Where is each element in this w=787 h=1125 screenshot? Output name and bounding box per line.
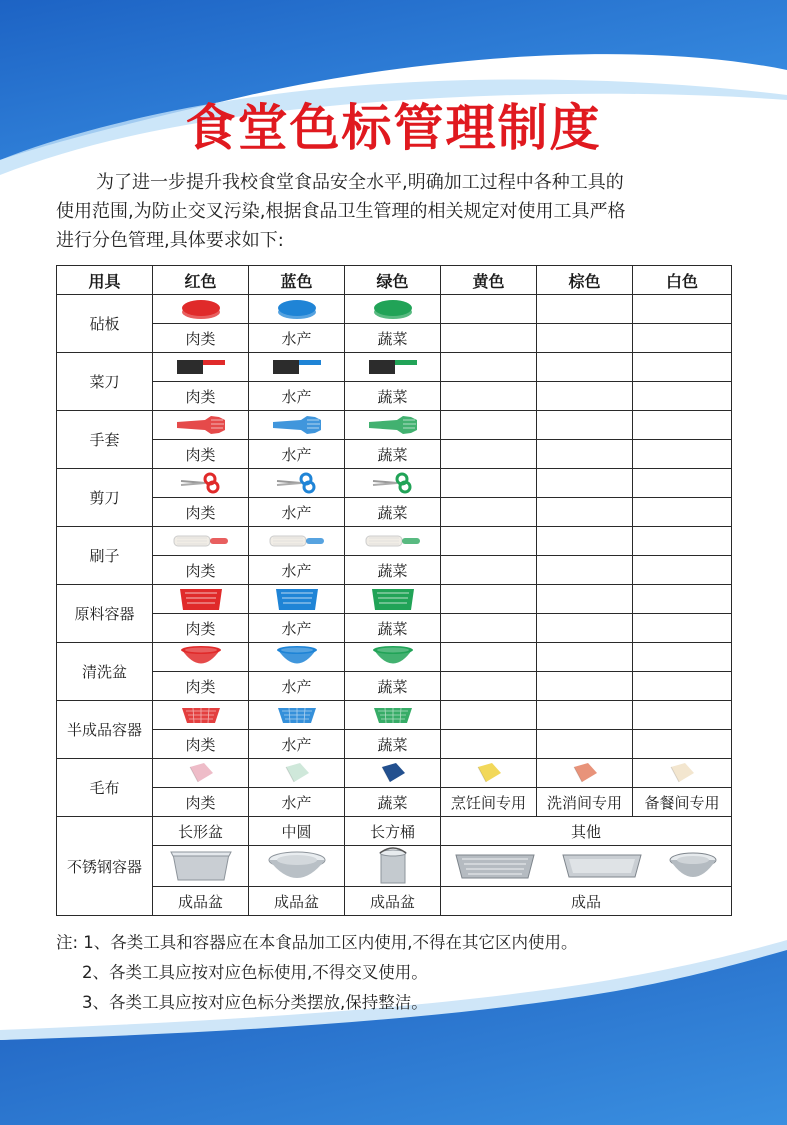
cell-image-green bbox=[345, 701, 441, 730]
header-brown: 棕色 bbox=[537, 266, 633, 295]
towel-icon bbox=[249, 760, 344, 787]
cell-label-blue: 水产 bbox=[249, 440, 345, 469]
cell-label-blue: 水产 bbox=[249, 672, 345, 701]
header-white: 白色 bbox=[633, 266, 732, 295]
steel-container-icon bbox=[345, 846, 440, 886]
cell-label-blue: 水产 bbox=[249, 556, 345, 585]
cell-image-blue bbox=[249, 353, 345, 382]
knife-icon bbox=[249, 354, 344, 381]
basin-icon bbox=[249, 644, 344, 671]
header-yellow: 黄色 bbox=[441, 266, 537, 295]
cell-label-red: 肉类 bbox=[153, 498, 249, 527]
cell-image-blue bbox=[249, 759, 345, 788]
cutting-board-icon bbox=[153, 296, 248, 323]
steel-label: 成品盆 bbox=[153, 887, 249, 916]
header-tool: 用具 bbox=[57, 266, 153, 295]
cell-label-white bbox=[633, 556, 732, 585]
cell-image-white bbox=[633, 527, 732, 556]
cell-label-brown bbox=[537, 730, 633, 759]
cutting-board-icon bbox=[345, 296, 440, 323]
cell-image-green bbox=[345, 469, 441, 498]
table-row-labels bbox=[57, 440, 732, 469]
cell-image-green bbox=[345, 411, 441, 440]
cell-label-white bbox=[633, 440, 732, 469]
cell-image-yellow bbox=[441, 759, 537, 788]
cell-label-brown bbox=[537, 556, 633, 585]
intro-line-2: 使用范围,为防止交叉污染,根据食品卫生管理的相关规定对使用工具严格 bbox=[56, 201, 626, 222]
cell-label-brown: 洗消间专用 bbox=[537, 788, 633, 817]
cell-image-brown bbox=[537, 759, 633, 788]
cell-image-white bbox=[633, 411, 732, 440]
table-row-labels bbox=[57, 614, 732, 643]
towel-icon bbox=[633, 760, 731, 787]
table-row bbox=[57, 411, 732, 440]
cell-label-yellow bbox=[441, 324, 537, 353]
steel-other-image-cell bbox=[441, 846, 732, 887]
cell-label-red: 肉类 bbox=[153, 382, 249, 411]
cell-label-green: 蔬菜 bbox=[345, 730, 441, 759]
cell-image-blue bbox=[249, 701, 345, 730]
cell-label-red: 肉类 bbox=[153, 440, 249, 469]
table-row bbox=[57, 701, 732, 730]
cell-image-white bbox=[633, 585, 732, 614]
cell-image-red bbox=[153, 411, 249, 440]
row-name: 手套 bbox=[57, 411, 153, 469]
knife-icon bbox=[153, 354, 248, 381]
basket-icon bbox=[153, 702, 248, 729]
towel-icon bbox=[537, 760, 632, 787]
cell-image-white bbox=[633, 469, 732, 498]
cell-image-red bbox=[153, 585, 249, 614]
cell-image-brown bbox=[537, 469, 633, 498]
basket-icon bbox=[249, 702, 344, 729]
steel-trays-icon bbox=[441, 846, 731, 886]
cell-label-green: 蔬菜 bbox=[345, 324, 441, 353]
row-name: 原料容器 bbox=[57, 585, 153, 643]
header-red: 红色 bbox=[153, 266, 249, 295]
row-name: 清洗盆 bbox=[57, 643, 153, 701]
cell-image-blue bbox=[249, 643, 345, 672]
cell-image-yellow bbox=[441, 295, 537, 324]
cell-label-blue: 水产 bbox=[249, 614, 345, 643]
basket-icon bbox=[345, 702, 440, 729]
note-2: 2、各类工具应按对应色标使用,不得交叉使用。 bbox=[82, 963, 428, 982]
cell-image-red bbox=[153, 295, 249, 324]
cell-image-yellow bbox=[441, 353, 537, 382]
steel-type: 其他 bbox=[441, 817, 732, 846]
row-name: 半成品容器 bbox=[57, 701, 153, 759]
cell-image-red bbox=[153, 701, 249, 730]
brush-icon bbox=[345, 528, 440, 555]
cell-image-white bbox=[633, 295, 732, 324]
cell-label-red: 肉类 bbox=[153, 788, 249, 817]
note-3: 3、各类工具应按对应色标分类摆放,保持整洁。 bbox=[82, 993, 428, 1012]
page-title: 食堂色标管理制度 bbox=[185, 99, 602, 157]
cell-label-green: 蔬菜 bbox=[345, 382, 441, 411]
cell-image-brown bbox=[537, 585, 633, 614]
cell-label-red: 肉类 bbox=[153, 556, 249, 585]
cell-label-green: 蔬菜 bbox=[345, 614, 441, 643]
cell-label-brown bbox=[537, 324, 633, 353]
cell-label-yellow: 烹饪间专用 bbox=[441, 788, 537, 817]
cell-image-white bbox=[633, 701, 732, 730]
cell-image-brown bbox=[537, 701, 633, 730]
table-row bbox=[57, 527, 732, 556]
knife-icon bbox=[345, 354, 440, 381]
cell-label-white: 备餐间专用 bbox=[633, 788, 732, 817]
cell-label-blue: 水产 bbox=[249, 324, 345, 353]
cell-label-blue: 水产 bbox=[249, 498, 345, 527]
cell-image-white bbox=[633, 353, 732, 382]
table-row-labels bbox=[57, 382, 732, 411]
table-row-labels bbox=[57, 324, 732, 353]
intro-line-1: 为了进一步提升我校食堂食品安全水平,明确加工过程中各种工具的 bbox=[96, 172, 624, 193]
cell-label-brown bbox=[537, 498, 633, 527]
steel-type: 长方桶 bbox=[345, 817, 441, 846]
crate-icon bbox=[249, 586, 344, 613]
cell-image-red bbox=[153, 469, 249, 498]
cell-label-white bbox=[633, 614, 732, 643]
glove-icon bbox=[249, 412, 344, 439]
header-green: 绿色 bbox=[345, 266, 441, 295]
cell-image-yellow bbox=[441, 411, 537, 440]
table-row bbox=[57, 295, 732, 324]
cell-image-green bbox=[345, 353, 441, 382]
cell-image-blue bbox=[249, 585, 345, 614]
steel-container-icon bbox=[249, 846, 344, 886]
cell-label-brown bbox=[537, 382, 633, 411]
row-name: 剪刀 bbox=[57, 469, 153, 527]
cell-image-red bbox=[153, 643, 249, 672]
table-row bbox=[57, 643, 732, 672]
steel-type: 中圆 bbox=[249, 817, 345, 846]
row-name: 砧板 bbox=[57, 295, 153, 353]
cell-image-red bbox=[153, 759, 249, 788]
cell-label-red: 肉类 bbox=[153, 730, 249, 759]
glove-icon bbox=[153, 412, 248, 439]
intro-paragraph bbox=[56, 168, 746, 255]
cell-image-brown bbox=[537, 411, 633, 440]
brush-icon bbox=[249, 528, 344, 555]
table-row bbox=[57, 469, 732, 498]
cell-label-brown bbox=[537, 614, 633, 643]
steel-image-cell bbox=[249, 846, 345, 887]
cell-image-green bbox=[345, 643, 441, 672]
cell-label-white bbox=[633, 382, 732, 411]
table-row-labels bbox=[57, 498, 732, 527]
cell-image-white bbox=[633, 759, 732, 788]
glove-icon bbox=[345, 412, 440, 439]
crate-icon bbox=[345, 586, 440, 613]
cell-label-brown bbox=[537, 672, 633, 701]
cell-label-blue: 水产 bbox=[249, 382, 345, 411]
cell-image-blue bbox=[249, 527, 345, 556]
cell-label-yellow bbox=[441, 556, 537, 585]
table-row-steel-labels bbox=[57, 887, 732, 916]
cell-image-blue bbox=[249, 469, 345, 498]
cell-image-green bbox=[345, 295, 441, 324]
cell-image-yellow bbox=[441, 585, 537, 614]
steel-image-cell bbox=[345, 846, 441, 887]
table-row bbox=[57, 353, 732, 382]
table-row-labels bbox=[57, 556, 732, 585]
table-row-labels bbox=[57, 788, 732, 817]
steel-label: 成品盆 bbox=[249, 887, 345, 916]
table-header-row bbox=[57, 266, 732, 295]
color-code-table bbox=[56, 265, 732, 916]
cell-label-yellow bbox=[441, 614, 537, 643]
row-name: 毛布 bbox=[57, 759, 153, 817]
cell-label-brown bbox=[537, 440, 633, 469]
scissors-icon bbox=[153, 470, 248, 497]
cell-label-green: 蔬菜 bbox=[345, 440, 441, 469]
intro-line-3: 进行分色管理,具体要求如下: bbox=[56, 230, 284, 251]
cell-label-white bbox=[633, 324, 732, 353]
table-row-steel-types bbox=[57, 817, 732, 846]
cell-label-green: 蔬菜 bbox=[345, 788, 441, 817]
cell-image-yellow bbox=[441, 701, 537, 730]
basin-icon bbox=[345, 644, 440, 671]
towel-icon bbox=[153, 760, 248, 787]
cell-image-red bbox=[153, 353, 249, 382]
cell-label-blue: 水产 bbox=[249, 788, 345, 817]
cell-label-yellow bbox=[441, 730, 537, 759]
cell-label-blue: 水产 bbox=[249, 730, 345, 759]
notes bbox=[56, 928, 746, 1018]
header-blue: 蓝色 bbox=[249, 266, 345, 295]
cell-image-yellow bbox=[441, 469, 537, 498]
table-row-labels bbox=[57, 672, 732, 701]
brush-icon bbox=[153, 528, 248, 555]
cell-image-red bbox=[153, 527, 249, 556]
note-1: 注: 1、各类工具和容器应在本食品加工区内使用,不得在其它区内使用。 bbox=[56, 933, 578, 952]
towel-icon bbox=[345, 760, 440, 787]
cell-label-yellow bbox=[441, 498, 537, 527]
cell-label-green: 蔬菜 bbox=[345, 556, 441, 585]
cell-image-brown bbox=[537, 643, 633, 672]
cell-image-yellow bbox=[441, 643, 537, 672]
table-row-labels bbox=[57, 730, 732, 759]
cell-label-white bbox=[633, 498, 732, 527]
cell-image-blue bbox=[249, 295, 345, 324]
cell-image-green bbox=[345, 527, 441, 556]
cell-image-brown bbox=[537, 527, 633, 556]
cell-image-blue bbox=[249, 411, 345, 440]
cell-image-green bbox=[345, 759, 441, 788]
steel-label: 成品盆 bbox=[345, 887, 441, 916]
row-name: 不锈钢容器 bbox=[57, 817, 153, 916]
cell-label-red: 肉类 bbox=[153, 614, 249, 643]
cell-image-yellow bbox=[441, 527, 537, 556]
row-name: 菜刀 bbox=[57, 353, 153, 411]
crate-icon bbox=[153, 586, 248, 613]
cell-image-green bbox=[345, 585, 441, 614]
cell-label-red: 肉类 bbox=[153, 324, 249, 353]
cell-image-white bbox=[633, 643, 732, 672]
cell-label-yellow bbox=[441, 382, 537, 411]
table-row bbox=[57, 585, 732, 614]
cell-image-brown bbox=[537, 353, 633, 382]
steel-container-icon bbox=[153, 846, 248, 886]
steel-image-cell bbox=[153, 846, 249, 887]
cell-label-white bbox=[633, 672, 732, 701]
table-row bbox=[57, 759, 732, 788]
scissors-icon bbox=[345, 470, 440, 497]
steel-type: 长形盆 bbox=[153, 817, 249, 846]
cell-image-brown bbox=[537, 295, 633, 324]
cell-label-yellow bbox=[441, 440, 537, 469]
scissors-icon bbox=[249, 470, 344, 497]
basin-icon bbox=[153, 644, 248, 671]
cell-label-white bbox=[633, 730, 732, 759]
cell-label-green: 蔬菜 bbox=[345, 498, 441, 527]
cell-label-green: 蔬菜 bbox=[345, 672, 441, 701]
towel-icon bbox=[441, 760, 536, 787]
cutting-board-icon bbox=[249, 296, 344, 323]
table-row-steel-images bbox=[57, 846, 732, 887]
cell-label-yellow bbox=[441, 672, 537, 701]
steel-label: 成品 bbox=[441, 887, 732, 916]
row-name: 刷子 bbox=[57, 527, 153, 585]
cell-label-red: 肉类 bbox=[153, 672, 249, 701]
